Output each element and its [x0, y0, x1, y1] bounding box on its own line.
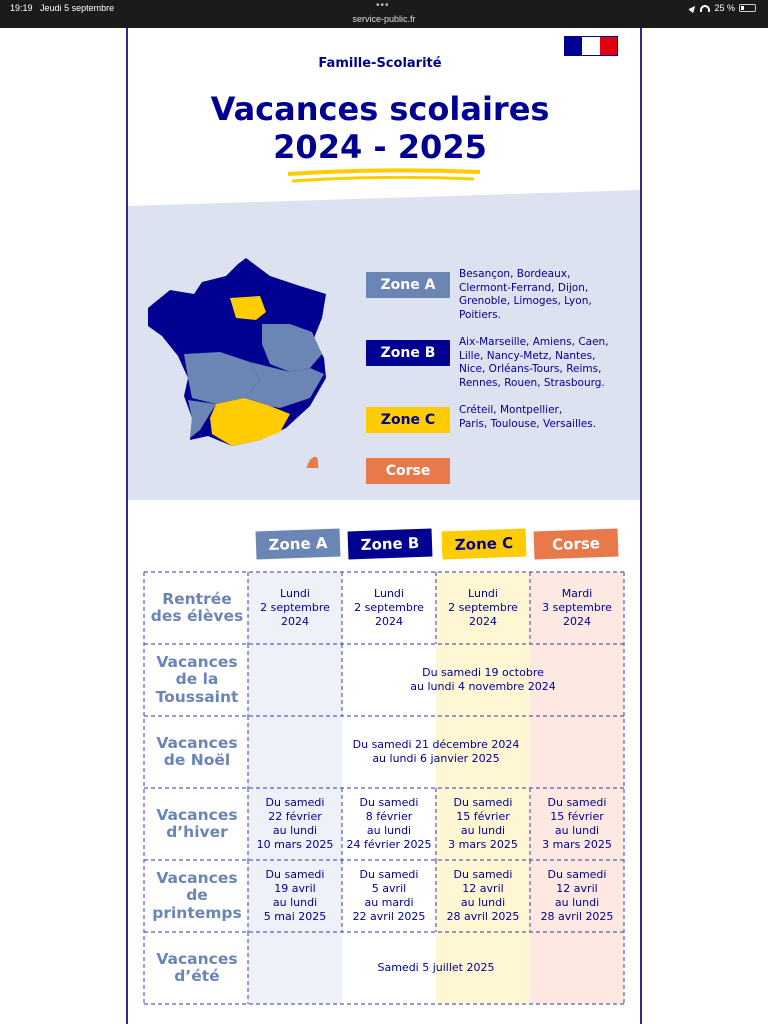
column-header-zone-b: Zone B: [348, 529, 433, 560]
status-time: 19:19 Jeudi 5 septembre: [10, 3, 115, 13]
table-cell: Du samedi 12 avril au lundi 28 avril 2025: [540, 868, 614, 923]
table-cell: Lundi 2 septembre 2024: [260, 587, 330, 628]
location-icon: [689, 3, 698, 12]
more-dots-icon[interactable]: •••: [376, 0, 390, 11]
table-cell: Du samedi 8 février au lundi 24 février 2025: [346, 796, 432, 851]
status-right: [690, 3, 756, 13]
table-merged-cell: Du samedi 21 décembre 2024 au lundi 6 janvier 2025: [352, 738, 520, 765]
table-cell: Du samedi 15 février au lundi 3 mars 2025: [448, 796, 518, 851]
table-cell: Lundi 2 septembre 2024: [448, 587, 518, 628]
table-merged-cell: Du samedi 19 octobre au lundi 4 novembre 2024: [410, 666, 556, 693]
column-header-zone-a: Zone A: [256, 529, 341, 560]
zone-c-badge: Zone C: [366, 407, 450, 433]
row-label: Vacances de Noël: [156, 733, 238, 769]
corse-badge: Corse: [366, 458, 450, 484]
row-label: Rentrée des élèves: [150, 589, 244, 625]
row-label: Vacances de la Toussaint: [155, 652, 239, 706]
zone-c-cities: Créteil, Montpellier, Paris, Toulouse, Versailles.: [459, 404, 597, 430]
row-label: Vacances d’hiver: [156, 805, 238, 841]
zone-a-cities: Besançon, Bordeaux, Clermont-Ferrand, Dijon, Grenoble, Limoges, Lyon, Poitiers.: [459, 268, 592, 321]
page-subtitle: 2024 - 2025: [273, 128, 487, 166]
table-cell: Du samedi 19 avril au lundi 5 mai 2025: [263, 868, 327, 923]
table-cell: Lundi 2 septembre 2024: [354, 587, 424, 628]
status-bar: [0, 0, 768, 28]
table-cell: Du samedi 22 février au lundi 10 mars 2025: [256, 796, 334, 851]
row-label: Vacances d’été: [156, 949, 238, 985]
table-cell: Mardi 3 septembre 2024: [542, 587, 612, 628]
column-header-zone-c: Zone C: [442, 529, 527, 560]
table-cell: Du samedi 15 février au lundi 3 mars 2025: [542, 796, 612, 851]
zone-b-cities: Aix-Marseille, Amiens, Caen, Lille, Nancy-Metz, Nantes, Nice, Orléans-Tours, Reims, Rennes, Rouen, Strasbourg.: [459, 336, 609, 389]
table-merged-cell: Samedi 5 juillet 2025: [377, 961, 495, 974]
wifi-icon: [700, 5, 710, 12]
category-label: Famille-Scolarité: [318, 56, 442, 71]
zone-b-badge: Zone B: [366, 340, 450, 366]
page-title: Vacances scolaires: [210, 90, 550, 128]
battery-percent: 25 %: [714, 3, 735, 13]
zone-a-badge: Zone A: [366, 272, 450, 298]
table-cell: Du samedi 5 avril au mardi 22 avril 2025: [352, 868, 426, 923]
url-field[interactable]: service-public.fr: [352, 14, 416, 24]
table-cell: Du samedi 12 avril au lundi 28 avril 2025: [446, 868, 520, 923]
column-header-corse: Corse: [534, 529, 619, 560]
row-label: Vacances de printemps: [152, 868, 242, 922]
battery-icon: [739, 4, 756, 12]
page-content: [0, 28, 768, 1024]
